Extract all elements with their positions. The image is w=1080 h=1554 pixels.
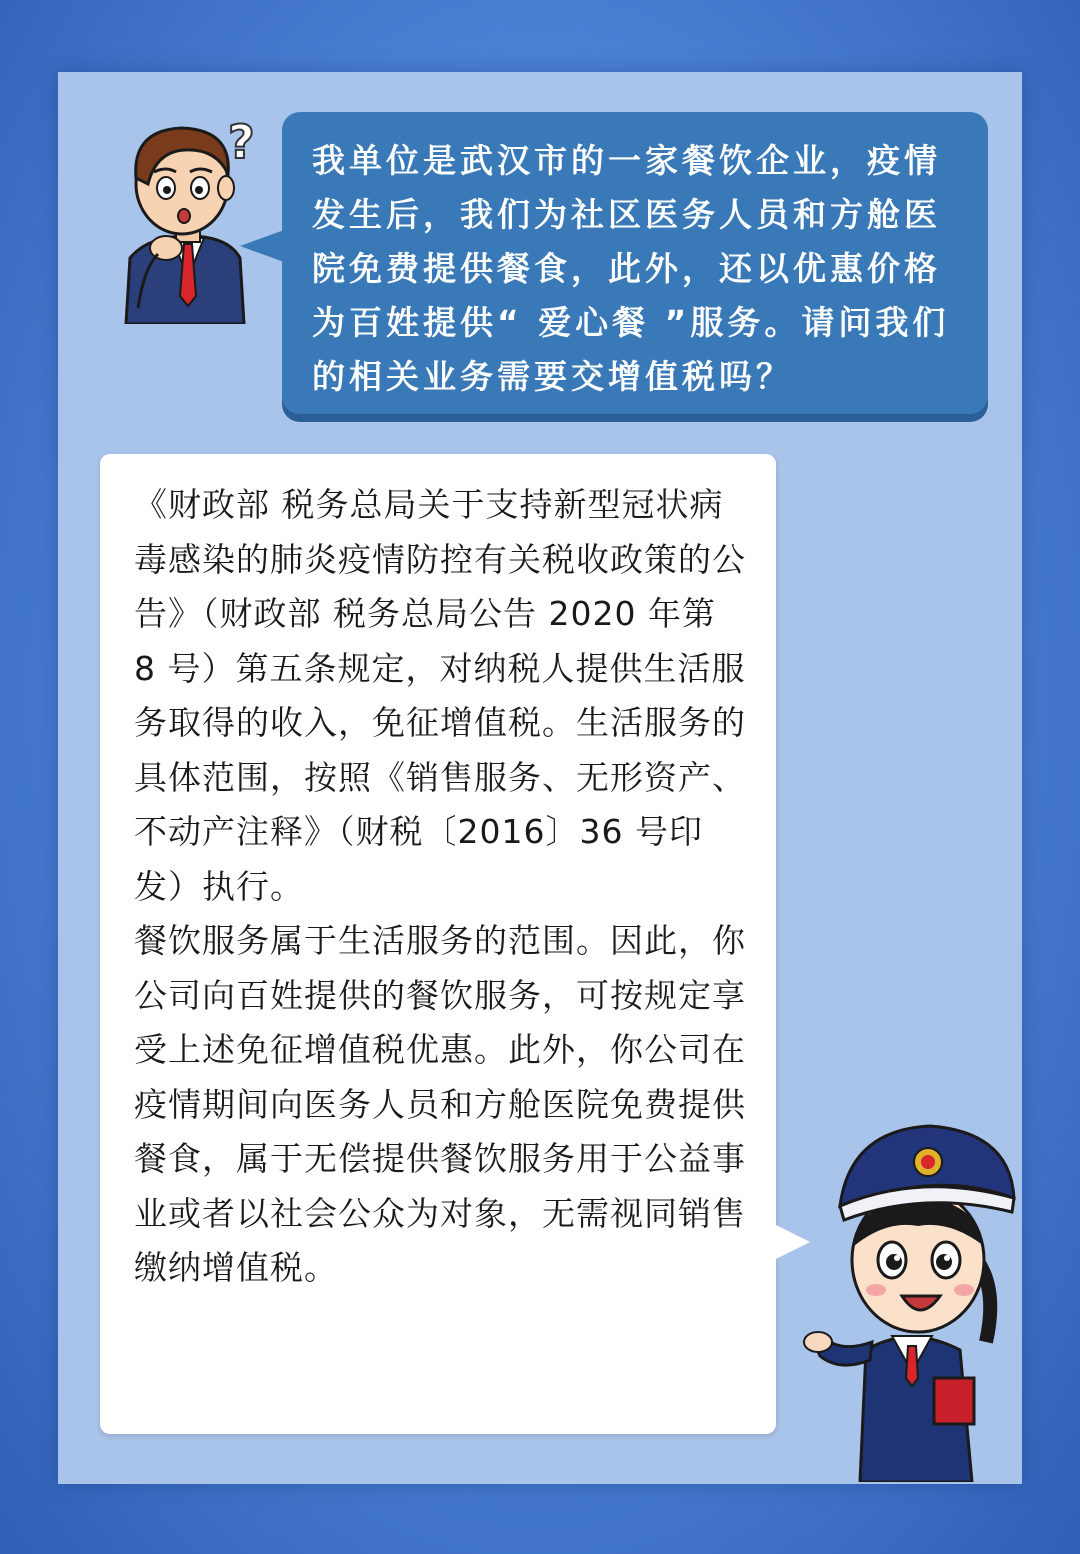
question-text: 我单位是武汉市的一家餐饮企业，疫情发生后，我们为社区医务人员和方舱医院免费提供餐食，此外，还以优惠价格为百姓提供“ 爱心餐 ”服务。请问我们的相关业务需要交增值税吗？ (312, 141, 950, 396)
answer-bubble (100, 454, 776, 1434)
question-bubble (282, 112, 988, 414)
answer-paragraph: 《财政部 税务总局关于支持新型冠状病毒感染的肺炎疫情防控有关税收政策的公告》（财政部 税务总局公告 2020 年第 8 号）第五条规定，对纳税人提供生活服务取得的收入，免征增值税。生活服务的具体范围，按照《销售服务、无形资产、不动产注释》（财税〔2016〕36 号印发）执行。 (134, 485, 746, 906)
svg-text:?: ? (228, 115, 255, 169)
tax-officer-icon (800, 1110, 1030, 1482)
answer-paragraph: 餐饮服务属于生活服务的范围。因此，你公司向百姓提供的餐饮服务，可按规定享受上述免征增值税优惠。此外，你公司在疫情期间向医务人员和方舱医院免费提供餐食，属于无偿提供餐饮服务用于公益事业或者以社会公众为对象，无需视同销售缴纳增值税。 (134, 921, 746, 1287)
answer-text (134, 478, 746, 1296)
thinking-man-icon (108, 108, 268, 324)
